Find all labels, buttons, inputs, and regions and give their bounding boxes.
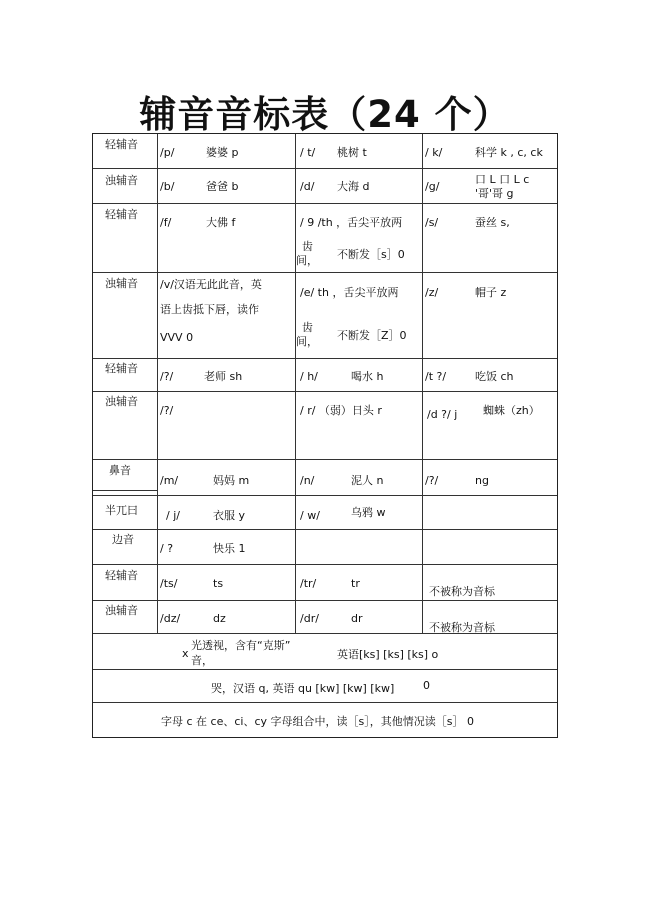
table-row (93, 273, 557, 359)
example-word: 帽子 z (475, 286, 507, 299)
phoneme-symbol: /s/ (425, 216, 439, 229)
phoneme-symbol: /m/ (160, 474, 179, 487)
row-label: 半兀曰 (105, 504, 138, 517)
note-line: 0 (423, 679, 430, 692)
example-word: 快乐 1 (213, 542, 246, 555)
phoneme-description: / r/ （弱）日头 r (300, 404, 382, 417)
example-word: 爸爸 b (206, 180, 239, 193)
phoneme-symbol: /?/ (160, 404, 174, 417)
page-title: 辅音音标表（24 个） (139, 93, 511, 136)
phoneme-symbol: / t/ (300, 146, 316, 159)
note-row-q (93, 670, 557, 703)
phoneme-symbol: / w/ (300, 509, 320, 522)
phoneme-symbol: /dr/ (300, 612, 319, 625)
phoneme-symbol: /b/ (160, 180, 175, 193)
table-row (93, 565, 557, 601)
row-label: 浊辅音 (105, 395, 138, 408)
example-word: 蜘蛛（zh） (483, 404, 540, 417)
description-line: 齿 (302, 321, 313, 334)
description-line: VVV 0 (160, 331, 194, 344)
table-row (93, 496, 557, 530)
row-label: 浊辅音 (105, 604, 138, 617)
example-word: 乌鸦 w (351, 506, 386, 519)
example-word: ts (213, 577, 224, 590)
note-line: 光透视，含有“克斯” (191, 639, 291, 652)
description-line: /e/ th ，舌尖平放两 (300, 286, 399, 299)
row-label: 轻辅音 (105, 362, 138, 375)
example-word: tr (351, 577, 360, 590)
example-word: '哥'哥 g (475, 187, 514, 200)
row-label: 鼻音 (109, 464, 131, 477)
table-row (93, 204, 557, 273)
example-word: 吃饭 ch (475, 370, 514, 383)
row-label: 轻辅音 (105, 208, 138, 221)
example-word: 妈妈 m (213, 474, 250, 487)
row-label: 边音 (112, 533, 134, 546)
example-word: 大海 d (337, 180, 370, 193)
description-line: 语上齿抵下唇，读作 (160, 303, 259, 316)
example-word: ng (475, 474, 489, 487)
divider (93, 490, 158, 491)
note-text: 不被称为音标 (429, 585, 495, 598)
row-label: 轻辅音 (105, 138, 138, 151)
note-line: 哭，汉语 q, 英语 qu [kw] [kw] [kw] (211, 682, 395, 695)
consonant-table (92, 133, 558, 738)
table-row (93, 530, 557, 565)
example-word: dr (351, 612, 363, 625)
table-row (93, 359, 557, 392)
example-word: 老师 sh (204, 370, 243, 383)
description-line: /v/汉语无此此音，英 (160, 278, 262, 291)
note-line: 字母 c 在 ce、ci、cy 字母组合中，读［s］，其他情况读［s］ 0 (161, 715, 474, 728)
phoneme-symbol: /z/ (425, 286, 439, 299)
phoneme-symbol: /?/ (425, 474, 439, 487)
table-row (93, 601, 557, 634)
phoneme-symbol: /dz/ (160, 612, 181, 625)
note-row-c (93, 703, 557, 737)
description-line: / 9 /th ，舌尖平放两 (300, 216, 403, 229)
note-letter: x (182, 647, 189, 660)
example-word: 泥人 n (351, 474, 384, 487)
note-row-x (93, 634, 557, 670)
note-line: 英语[ks] [ks] [ks] o (337, 648, 439, 661)
phoneme-symbol: /g/ (425, 180, 440, 193)
phoneme-symbol: / j/ (166, 509, 180, 522)
table-row (93, 392, 557, 460)
description-line: 间， (296, 335, 318, 348)
row-label: 浊辅音 (105, 277, 138, 290)
description-line: 不断发［Z］0 (337, 329, 407, 342)
example-word: 婆婆 p (206, 146, 239, 159)
row-label: 轻辅音 (105, 569, 138, 582)
example-word: 桃树 t (337, 146, 367, 159)
row-label: 浊辅音 (105, 174, 138, 187)
phoneme-symbol: /p/ (160, 146, 175, 159)
table-row (93, 460, 557, 496)
description-line: 不断发［s］0 (337, 248, 405, 261)
phoneme-symbol: / h/ (300, 370, 318, 383)
phoneme-symbol: /tr/ (300, 577, 317, 590)
example-word: 蚕丝 s, (475, 216, 510, 229)
example-word: 衣服 y (213, 509, 246, 522)
example-word: 科学 k , c, ck (475, 146, 543, 159)
phoneme-symbol: / k/ (425, 146, 443, 159)
note-line: 音， (191, 654, 213, 667)
example-word: 大佛 f (206, 216, 236, 229)
description-line: 齿 (302, 240, 313, 253)
phoneme-symbol: /ts/ (160, 577, 178, 590)
phoneme-symbol: /f/ (160, 216, 172, 229)
note-text: 不被称为音标 (429, 621, 495, 634)
example-word: 喝水 h (351, 370, 384, 383)
phoneme-symbol: /n/ (300, 474, 315, 487)
table-row (93, 169, 557, 204)
phoneme-symbol: /d ?/ j (427, 408, 458, 421)
example-word: dz (213, 612, 226, 625)
table-row (93, 134, 557, 169)
phoneme-symbol: /d/ (300, 180, 315, 193)
example-word: 口 L 口 L c (475, 173, 530, 186)
phoneme-symbol: /?/ (160, 370, 174, 383)
phoneme-symbol: / ? (160, 542, 174, 555)
description-line: 间， (296, 254, 318, 267)
phoneme-symbol: /t ?/ (425, 370, 447, 383)
